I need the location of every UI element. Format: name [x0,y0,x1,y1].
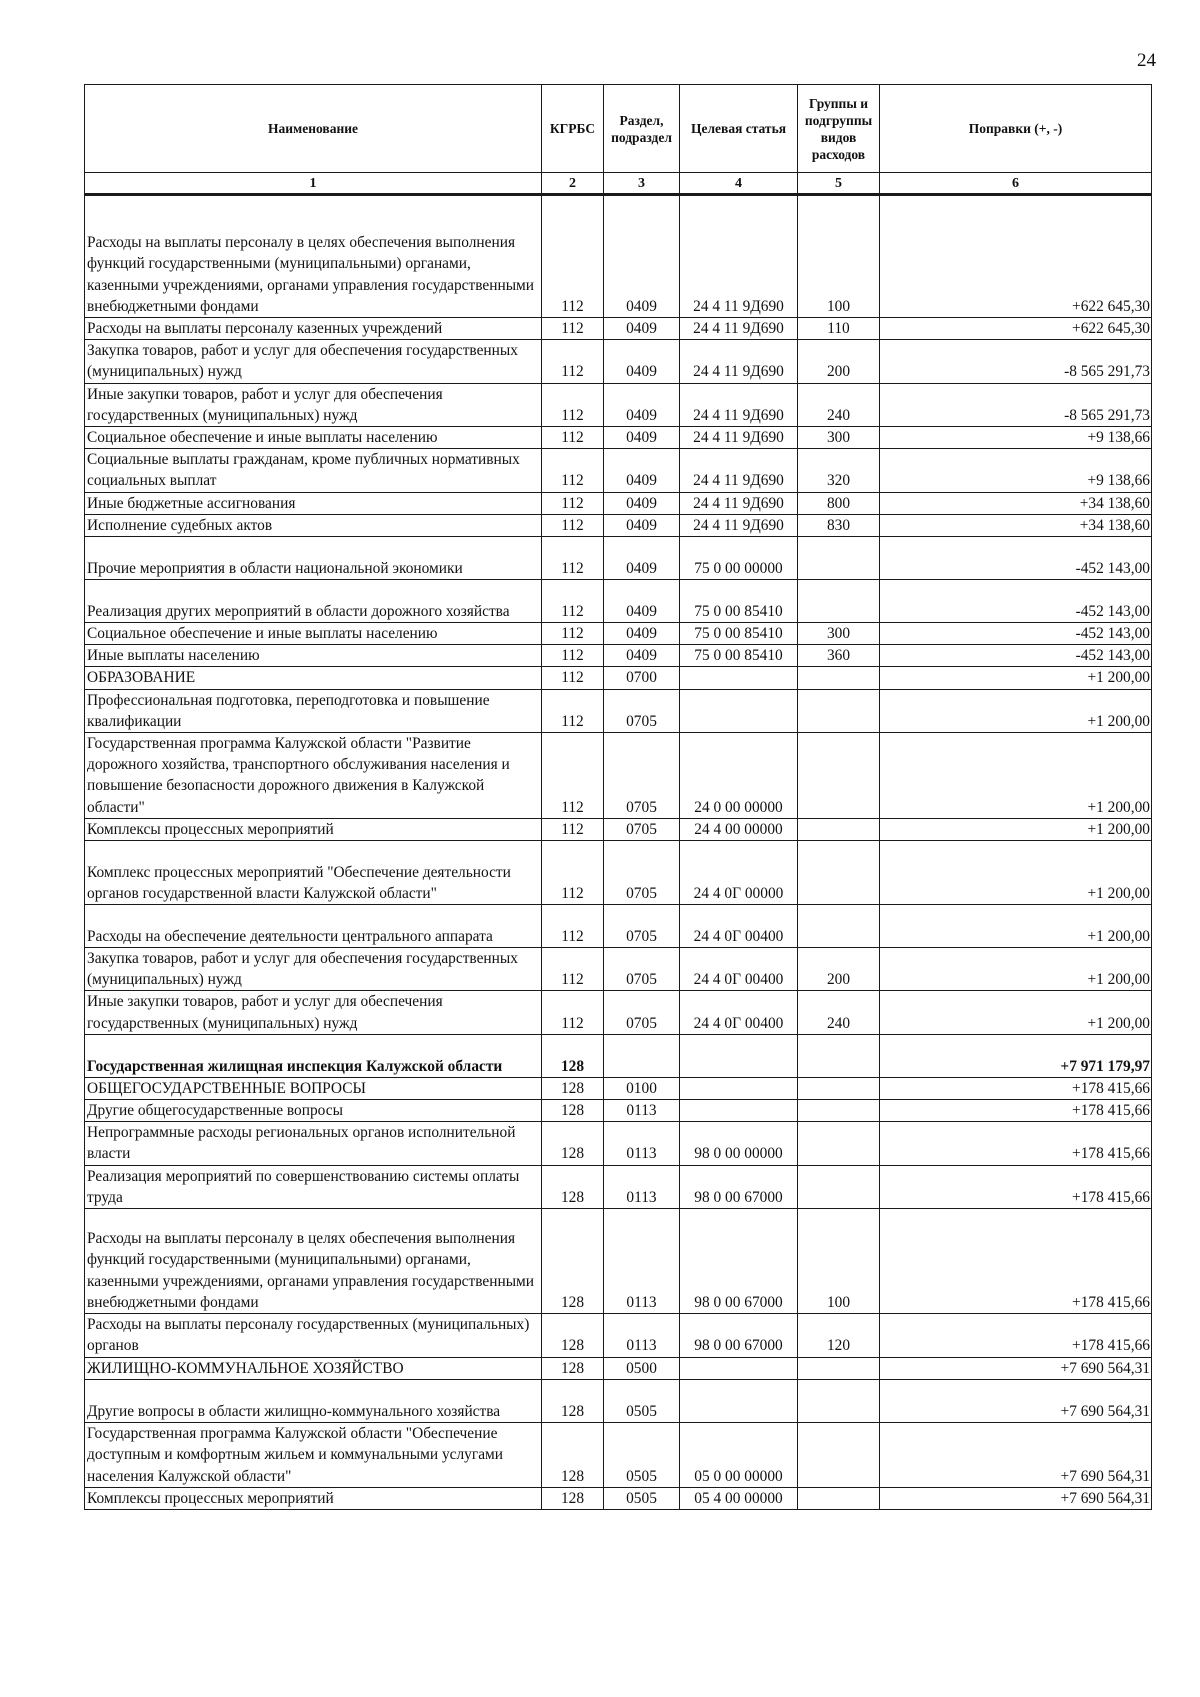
row-kgrbs: 112 [542,340,604,383]
row-target: 05 0 00 00000 [680,1422,798,1487]
row-group: 800 [798,492,880,514]
row-amount: +9 138,66 [880,449,1152,492]
row-amount: +1 200,00 [880,689,1152,732]
row-amount: +178 415,66 [880,1314,1152,1357]
row-target [680,667,798,689]
row-kgrbs: 112 [542,948,604,991]
row-name: ОБЩЕГОСУДАРСТВЕННЫЕ ВОПРОСЫ [85,1077,542,1099]
row-amount: +622 645,30 [880,318,1152,340]
row-name: Комплексы процессных мероприятий [85,1487,542,1509]
row-group: 360 [798,645,880,667]
row-section: 0409 [604,492,680,514]
row-group: 100 [798,1209,880,1314]
row-group [798,1122,880,1165]
row-section: 0700 [604,667,680,689]
row-name: Закупка товаров, работ и услуг для обеспечения государственных (муниципальных) нужд [85,340,542,383]
row-amount: +622 645,30 [880,195,1152,318]
row-name: Расходы на выплаты персоналу в целях обеспечения выполнения функций государственными (муниципальными) органами, казенными учреждениями, органами управления государственными внебюджетными фондами [85,195,542,318]
row-amount: +34 138,60 [880,492,1152,514]
row-section: 0113 [604,1314,680,1357]
header-kgrbs: КГРБС [542,85,604,173]
row-group [798,1422,880,1487]
row-kgrbs: 112 [542,514,604,536]
row-amount: -452 143,00 [880,645,1152,667]
row-amount: +9 138,66 [880,427,1152,449]
row-section: 0705 [604,818,680,840]
row-name: Исполнение судебных актов [85,514,542,536]
table-row [85,1165,1152,1208]
row-kgrbs: 112 [542,689,604,732]
row-name: Комплекс процессных мероприятий "Обеспечение деятельности органов государственной власти Калужской области" [85,841,542,905]
row-target [680,1077,798,1099]
row-target: 24 4 11 9Д690 [680,340,798,383]
row-target: 24 4 0Г 00400 [680,991,798,1034]
row-group [798,580,880,623]
row-target [680,1357,798,1379]
page-number: 24 [1137,50,1156,71]
row-target: 98 0 00 67000 [680,1209,798,1314]
table-row [85,1100,1152,1122]
row-kgrbs: 112 [542,580,604,623]
row-group [798,1379,880,1422]
row-target: 24 4 11 9Д690 [680,514,798,536]
table-row [85,689,1152,732]
row-target [680,1379,798,1422]
row-section: 0705 [604,689,680,732]
row-kgrbs: 112 [542,195,604,318]
row-group [798,1034,880,1077]
row-kgrbs: 112 [542,733,604,819]
row-name: Иные выплаты населению [85,645,542,667]
row-section: 0505 [604,1422,680,1487]
row-name: Расходы на обеспечение деятельности центрального аппарата [85,905,542,948]
column-number: 6 [880,173,1152,195]
row-name: Социальное обеспечение и иные выплаты населению [85,427,542,449]
row-section: 0409 [604,645,680,667]
row-kgrbs: 112 [542,841,604,905]
table-row [85,1379,1152,1422]
row-name: Закупка товаров, работ и услуг для обеспечения государственных (муниципальных) нужд [85,948,542,991]
row-name: Иные бюджетные ассигнования [85,492,542,514]
row-name: Иные закупки товаров, работ и услуг для обеспечения государственных (муниципальных) нужд [85,991,542,1034]
table-row [85,195,1152,318]
row-section: 0409 [604,318,680,340]
row-section: 0705 [604,733,680,819]
row-section: 0100 [604,1077,680,1099]
row-amount: +7 690 564,31 [880,1379,1152,1422]
row-name: Государственная программа Калужской области "Развитие дорожного хозяйства, транспортного обслуживания населения и повышение безопасности дорожного движения в Калужской области" [85,733,542,819]
row-kgrbs: 128 [542,1209,604,1314]
row-group [798,1357,880,1379]
table-body [85,195,1152,1510]
row-kgrbs: 112 [542,492,604,514]
row-section [604,1034,680,1077]
column-number: 2 [542,173,604,195]
row-group [798,905,880,948]
row-section: 0500 [604,1357,680,1379]
row-group [798,537,880,580]
header-amount: Поправки (+, -) [880,85,1152,173]
row-group [798,689,880,732]
row-group: 320 [798,449,880,492]
table-row [85,841,1152,905]
row-section: 0409 [604,383,680,426]
row-name: Иные закупки товаров, работ и услуг для обеспечения государственных (муниципальных) нужд [85,383,542,426]
table-row [85,1357,1152,1379]
row-target: 24 4 0Г 00400 [680,905,798,948]
row-section: 0505 [604,1487,680,1509]
row-kgrbs: 112 [542,449,604,492]
row-target: 24 4 11 9Д690 [680,318,798,340]
table-row [85,1077,1152,1099]
table-row [85,1422,1152,1487]
row-amount: +1 200,00 [880,818,1152,840]
row-amount: -8 565 291,73 [880,340,1152,383]
row-target: 24 4 00 00000 [680,818,798,840]
table-row [85,645,1152,667]
row-section: 0409 [604,580,680,623]
header-row [85,85,1152,173]
row-name: Расходы на выплаты персоналу в целях обеспечения выполнения функций государственными (муниципальными) органами, казенными учреждениями, органами управления государственными внебюджетными фондами [85,1209,542,1314]
row-name: Реализация других мероприятий в области дорожного хозяйства [85,580,542,623]
row-name: Реализация мероприятий по совершенствованию системы оплаты труда [85,1165,542,1208]
column-number: 3 [604,173,680,195]
row-kgrbs: 112 [542,318,604,340]
row-name: ОБРАЗОВАНИЕ [85,667,542,689]
table-row [85,667,1152,689]
row-name: Государственная жилищная инспекция Калужской области [85,1034,542,1077]
table-row [85,1314,1152,1357]
row-name: Социальное обеспечение и иные выплаты населению [85,623,542,645]
row-group [798,1165,880,1208]
row-amount: +34 138,60 [880,514,1152,536]
row-kgrbs: 112 [542,427,604,449]
row-group: 300 [798,623,880,645]
row-kgrbs: 112 [542,623,604,645]
row-amount: -452 143,00 [880,580,1152,623]
row-name: Государственная программа Калужской области "Обеспечение доступным и комфортным жильем и коммунальными услугами населения Калужской области" [85,1422,542,1487]
row-amount: +1 200,00 [880,948,1152,991]
column-number: 1 [85,173,542,195]
column-number: 4 [680,173,798,195]
row-target: 75 0 00 00000 [680,537,798,580]
row-group: 120 [798,1314,880,1357]
row-group [798,733,880,819]
row-section: 0113 [604,1122,680,1165]
row-target: 24 4 11 9Д690 [680,449,798,492]
row-section: 0409 [604,449,680,492]
row-group [798,667,880,689]
row-section: 0705 [604,948,680,991]
row-target: 24 4 11 9Д690 [680,383,798,426]
row-amount: -8 565 291,73 [880,383,1152,426]
row-amount: -452 143,00 [880,623,1152,645]
row-target: 24 4 0Г 00000 [680,841,798,905]
row-kgrbs: 128 [542,1314,604,1357]
row-group: 200 [798,948,880,991]
table-row [85,733,1152,819]
row-target: 24 4 0Г 00400 [680,948,798,991]
row-name: Комплексы процессных мероприятий [85,818,542,840]
row-target: 98 0 00 00000 [680,1122,798,1165]
table-row [85,449,1152,492]
header-target: Целевая статья [680,85,798,173]
row-name: Расходы на выплаты персоналу государственных (муниципальных) органов [85,1314,542,1357]
header-group: Группы и подгруппы видов расходов [798,85,880,173]
row-amount: +1 200,00 [880,667,1152,689]
row-group [798,1077,880,1099]
row-kgrbs: 112 [542,991,604,1034]
row-kgrbs: 128 [542,1487,604,1509]
row-group: 110 [798,318,880,340]
row-section: 0113 [604,1100,680,1122]
row-name: Социальные выплаты гражданам, кроме публичных нормативных социальных выплат [85,449,542,492]
row-amount: +1 200,00 [880,733,1152,819]
row-kgrbs: 112 [542,905,604,948]
table-row [85,318,1152,340]
table-row [85,1487,1152,1509]
row-kgrbs: 128 [542,1077,604,1099]
row-group: 100 [798,195,880,318]
row-kgrbs: 112 [542,667,604,689]
row-target: 24 4 11 9Д690 [680,195,798,318]
row-group [798,841,880,905]
row-amount: +7 690 564,31 [880,1422,1152,1487]
row-section: 0113 [604,1165,680,1208]
header-name: Наименование [85,85,542,173]
row-name: Другие общегосударственные вопросы [85,1100,542,1122]
table-row [85,514,1152,536]
table-row [85,427,1152,449]
row-amount: +7 690 564,31 [880,1357,1152,1379]
row-kgrbs: 128 [542,1165,604,1208]
row-kgrbs: 112 [542,818,604,840]
table-row [85,623,1152,645]
table-row [85,340,1152,383]
row-kgrbs: 128 [542,1379,604,1422]
table-row [85,1034,1152,1077]
row-section: 0409 [604,623,680,645]
budget-table [84,84,1152,1510]
table-row [85,948,1152,991]
row-kgrbs: 128 [542,1357,604,1379]
column-number-row [85,173,1152,195]
row-kgrbs: 128 [542,1422,604,1487]
table-row [85,905,1152,948]
row-target: 24 4 11 9Д690 [680,427,798,449]
row-target: 24 0 00 00000 [680,733,798,819]
row-group: 240 [798,383,880,426]
row-group: 240 [798,991,880,1034]
row-section: 0705 [604,991,680,1034]
row-target: 05 4 00 00000 [680,1487,798,1509]
row-kgrbs: 112 [542,383,604,426]
row-section: 0409 [604,537,680,580]
table-row [85,818,1152,840]
row-group: 830 [798,514,880,536]
row-name: Расходы на выплаты персоналу казенных учреждений [85,318,542,340]
table-row [85,991,1152,1034]
row-target: 98 0 00 67000 [680,1165,798,1208]
row-target [680,1034,798,1077]
row-amount: +7 690 564,31 [880,1487,1152,1509]
header-section: Раздел, подраздел [604,85,680,173]
table-row [85,537,1152,580]
row-name: Прочие мероприятия в области национальной экономики [85,537,542,580]
row-kgrbs: 128 [542,1122,604,1165]
row-group [798,1100,880,1122]
row-target [680,1100,798,1122]
row-section: 0409 [604,340,680,383]
row-kgrbs: 128 [542,1100,604,1122]
table-row [85,1209,1152,1314]
row-group: 300 [798,427,880,449]
row-amount: +178 415,66 [880,1209,1152,1314]
row-name: ЖИЛИЩНО-КОММУНАЛЬНОЕ ХОЗЯЙСТВО [85,1357,542,1379]
row-target [680,689,798,732]
row-group [798,818,880,840]
row-amount: +7 971 179,97 [880,1034,1152,1077]
row-amount: +178 415,66 [880,1122,1152,1165]
row-section: 0705 [604,905,680,948]
row-target: 98 0 00 67000 [680,1314,798,1357]
column-number: 5 [798,173,880,195]
row-amount: +1 200,00 [880,905,1152,948]
row-section: 0505 [604,1379,680,1422]
table-row [85,492,1152,514]
row-section: 0705 [604,841,680,905]
row-name: Профессиональная подготовка, переподготовка и повышение квалификации [85,689,542,732]
row-amount: -452 143,00 [880,537,1152,580]
row-target: 75 0 00 85410 [680,580,798,623]
row-section: 0113 [604,1209,680,1314]
row-group [798,1487,880,1509]
row-name: Непрограммные расходы региональных органов исполнительной власти [85,1122,542,1165]
row-kgrbs: 128 [542,1034,604,1077]
table-row [85,383,1152,426]
row-section: 0409 [604,195,680,318]
row-amount: +178 415,66 [880,1100,1152,1122]
row-section: 0409 [604,514,680,536]
row-kgrbs: 112 [542,537,604,580]
row-target: 75 0 00 85410 [680,645,798,667]
row-amount: +1 200,00 [880,841,1152,905]
row-group: 200 [798,340,880,383]
table-row [85,1122,1152,1165]
row-target: 75 0 00 85410 [680,623,798,645]
row-name: Другие вопросы в области жилищно-коммунального хозяйства [85,1379,542,1422]
row-target: 24 4 11 9Д690 [680,492,798,514]
row-amount: +1 200,00 [880,991,1152,1034]
row-section: 0409 [604,427,680,449]
row-amount: +178 415,66 [880,1165,1152,1208]
table-row [85,580,1152,623]
row-amount: +178 415,66 [880,1077,1152,1099]
row-kgrbs: 112 [542,645,604,667]
